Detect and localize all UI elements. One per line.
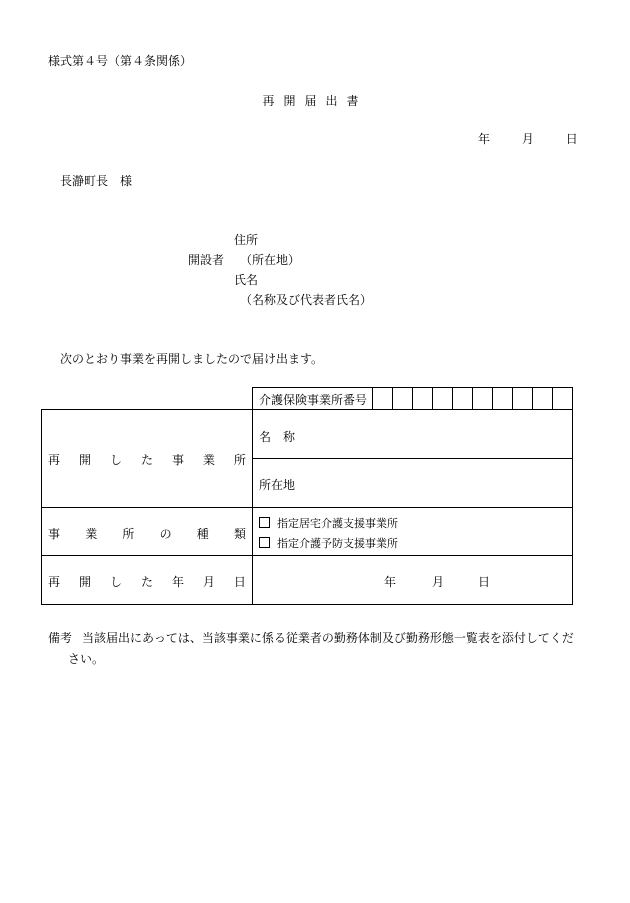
office-location-label: 所在地 — [259, 478, 296, 492]
row-office-type-label: 事 業 所 の 種 類 — [48, 527, 246, 541]
number-box-divider — [492, 387, 493, 409]
document-title: 再開届出書 — [262, 94, 368, 108]
number-box-divider — [532, 387, 533, 409]
location-label: （所在地） — [240, 253, 301, 267]
submission-date — [478, 130, 578, 147]
number-box-divider — [412, 387, 413, 409]
table-line — [41, 507, 572, 508]
option-home-care-support[interactable] — [259, 515, 398, 531]
name-representative-label: （名称及び代表者氏名） — [240, 293, 373, 307]
reopen-date-day: 日 — [478, 575, 491, 589]
addressee: 長瀞町長 様 — [60, 174, 133, 188]
option-label: 指定介護予防支援事業所 — [277, 537, 398, 550]
form-number: 様式第４号（第４条関係） — [48, 54, 193, 68]
option-label: 指定居宅介護支援事業所 — [277, 517, 398, 530]
date-day: 日 — [565, 132, 578, 146]
number-box-divider — [552, 387, 553, 409]
remarks-continuation: さい。 — [68, 652, 105, 666]
table-line — [252, 458, 572, 459]
remarks-label: 備考 — [48, 631, 73, 645]
office-name-label: 名 称 — [259, 430, 296, 444]
table-line — [572, 387, 573, 605]
table-line — [372, 387, 373, 409]
number-box-divider — [392, 387, 393, 409]
table-line — [41, 604, 572, 605]
number-box-divider — [452, 387, 453, 409]
reopen-date-year: 年 — [384, 575, 397, 589]
intro-text: 次のとおり事業を再開しましたので届け出ます。 — [60, 352, 324, 366]
table-line — [41, 555, 572, 556]
option-preventive-care-support[interactable] — [259, 535, 398, 551]
remarks-text: 当該届出にあっては、当該事業に係る従業者の勤務体制及び勤務形態一覧表を添付してくだ — [82, 631, 574, 645]
table-line — [41, 409, 572, 410]
address-label: 住所 — [234, 233, 259, 247]
date-year: 年 — [478, 132, 491, 146]
row-reopened-office-label: 再 開 し た 事 業 所 — [48, 453, 246, 467]
number-box-divider — [512, 387, 513, 409]
checkbox-icon[interactable] — [259, 517, 270, 528]
row-reopen-date-label: 再 開 し た 年 月 日 — [48, 575, 246, 589]
date-month: 月 — [521, 132, 534, 146]
number-box-divider — [432, 387, 433, 409]
reopen-date-month: 月 — [432, 575, 445, 589]
founder-label: 開設者 — [188, 253, 225, 267]
number-box-divider — [472, 387, 473, 409]
table-line — [252, 387, 253, 605]
name-label: 氏名 — [234, 273, 259, 287]
table-line — [41, 409, 42, 605]
office-number-label: 介護保険事業所番号 — [259, 393, 368, 407]
checkbox-icon[interactable] — [259, 537, 270, 548]
